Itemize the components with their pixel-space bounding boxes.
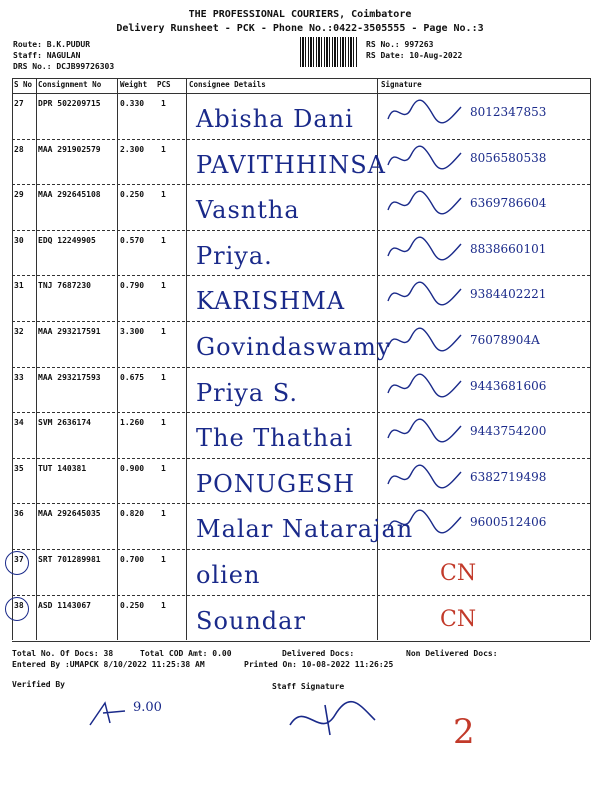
- row-weight: 0.570: [120, 235, 145, 245]
- row-signature: 9443754200: [470, 424, 547, 439]
- row-consignee: olien: [196, 561, 261, 589]
- row-weight: 0.250: [120, 190, 145, 200]
- row-separator: [12, 503, 590, 504]
- total-cod: Total COD Amt: 0.00: [140, 649, 232, 658]
- row-consignee: PONUGESH: [196, 469, 356, 498]
- signature-scribble: [385, 188, 465, 218]
- non-delivered-docs: Non Delivered Docs:: [406, 649, 498, 658]
- signature-scribble: [385, 279, 465, 309]
- footer-rule: [12, 641, 590, 642]
- row-pcs: 1: [161, 463, 166, 473]
- row-weight: 1.260: [120, 418, 145, 428]
- col-divider: [590, 78, 591, 640]
- sno-circle-mark: [5, 597, 29, 621]
- row-pcs: 1: [161, 327, 166, 336]
- row-separator: [12, 230, 590, 231]
- row-weight: 0.820: [120, 509, 145, 519]
- row-weight: 0.790: [120, 281, 145, 291]
- col-header-signature: Signature: [381, 80, 422, 89]
- entered-by: Entered By :UMAPCK 8/10/2022 11:25:38 AM: [12, 660, 205, 669]
- runsheet-title: Delivery Runsheet - PCK - Phone No.:0422-3505555 - Page No.:3: [116, 23, 484, 34]
- rs-date: RS Date: 10-Aug-2022: [366, 51, 463, 60]
- signature-scribble: [385, 462, 465, 492]
- printed-on: Printed On: 10-08-2022 11:26:25: [244, 660, 394, 669]
- row-signature: 8056580538: [470, 150, 547, 165]
- row-consignee: The Thathai: [196, 424, 354, 453]
- staff-signature-label: Staff Signature: [272, 682, 345, 691]
- row-consignment: DPR 502209715: [38, 99, 101, 108]
- row-consignment: MAA 292645035: [38, 509, 101, 519]
- table-top-rule: [12, 78, 590, 79]
- row-consignment: TNJ 7687230: [38, 281, 91, 291]
- row-pcs: 1: [161, 600, 166, 610]
- row-consignee: KARISHMA: [196, 287, 346, 316]
- row-separator: [12, 549, 590, 550]
- row-weight: 0.900: [120, 463, 145, 473]
- signature-scribble: [385, 371, 465, 401]
- row-weight: 2.300: [120, 144, 145, 154]
- row-sno: 32: [14, 327, 24, 336]
- row-separator: [12, 275, 590, 276]
- row-weight: 0.250: [120, 600, 145, 610]
- col-header-weight: Weight: [120, 80, 148, 89]
- barcode: [300, 37, 358, 67]
- col-divider: [186, 78, 187, 640]
- row-pcs: 1: [161, 235, 166, 245]
- row-consignee: Govindaswamy: [196, 333, 392, 361]
- verified-by-label: Verified By: [12, 680, 65, 689]
- row-weight: 0.330: [120, 99, 145, 108]
- row-consignment: SVM 2636174: [38, 418, 91, 428]
- row-weight: 0.700: [120, 555, 145, 564]
- row-separator: [12, 184, 590, 185]
- signature-scribble: [385, 143, 465, 173]
- row-signature: 6369786604: [470, 196, 547, 211]
- row-sno: 34: [14, 418, 24, 428]
- row-separator: [12, 412, 590, 413]
- col-divider: [36, 78, 37, 640]
- row-consignment: MAA 293217593: [38, 372, 101, 382]
- row-signature: 6382719498: [470, 469, 547, 484]
- row-separator: [12, 367, 590, 368]
- page-mark: 2: [453, 712, 475, 752]
- row-consignment: MAA 292645108: [38, 190, 101, 200]
- route-label: Route: B.K.PUDUR: [13, 40, 91, 49]
- row-sno: 29: [14, 190, 24, 200]
- col-header-sno: S No: [14, 80, 33, 89]
- row-consignee: Priya.: [196, 241, 273, 270]
- col-divider: [117, 78, 118, 640]
- row-sno: 35: [14, 463, 24, 473]
- staff-label: Staff: NAGULAN: [13, 51, 81, 60]
- row-pcs: 1: [161, 555, 166, 564]
- row-consignee: Priya S.: [196, 378, 299, 407]
- delivered-docs: Delivered Docs:: [282, 649, 355, 658]
- signature-scribble: [385, 97, 465, 127]
- row-pcs: 1: [161, 281, 166, 291]
- row-separator: [12, 458, 590, 459]
- row-sno: 37: [14, 555, 24, 564]
- row-weight: 3.300: [120, 327, 145, 336]
- row-consignee: Soundar: [196, 606, 306, 635]
- row-signature: 8838660101: [470, 241, 547, 256]
- sno-circle-mark: [5, 551, 29, 575]
- verified-note: 9.00: [133, 700, 162, 715]
- row-consignee: PAVITHHINSA: [196, 150, 387, 179]
- col-header-pcs: PCS: [157, 80, 171, 89]
- row-separator: [12, 321, 590, 322]
- row-separator: [12, 139, 590, 140]
- drs-number: DRS No.: DCJB99726303: [13, 62, 115, 71]
- row-consignment: ASD 1143067: [38, 600, 91, 610]
- row-signature: 9384402221: [470, 287, 547, 302]
- signature-scribble: [385, 507, 465, 537]
- row-pcs: 1: [161, 99, 166, 108]
- total-docs: Total No. Of Docs: 38: [12, 649, 114, 658]
- row-sno: 28: [14, 144, 24, 154]
- signature-scribble: [385, 325, 465, 355]
- row-signature: 8012347853: [470, 105, 547, 119]
- row-consignment: EDQ 12249905: [38, 235, 96, 245]
- row-pcs: 1: [161, 372, 166, 382]
- row-consignment: SRT 701289981: [38, 555, 101, 564]
- row-sno: 30: [14, 235, 24, 245]
- row-separator: [12, 595, 590, 596]
- row-signature: CN: [440, 561, 477, 586]
- row-sno: 27: [14, 99, 24, 108]
- signature-scribble: [385, 416, 465, 446]
- col-header-consignment: Consignment No: [38, 80, 102, 89]
- row-pcs: 1: [161, 144, 166, 154]
- row-sno: 38: [14, 600, 24, 610]
- row-signature: CN: [440, 606, 477, 632]
- row-weight: 0.675: [120, 372, 145, 382]
- row-signature: 9600512406: [470, 515, 547, 530]
- row-consignee: Abisha Dani: [196, 105, 354, 133]
- row-signature: 76078904A: [470, 333, 540, 347]
- row-consignment: TUT 140381: [38, 463, 87, 473]
- staff-signature: [285, 695, 385, 745]
- row-signature: 9443681606: [470, 378, 547, 393]
- rs-number: RS No.: 997263: [366, 40, 434, 49]
- row-pcs: 1: [161, 509, 166, 519]
- row-consignment: MAA 293217591: [38, 327, 101, 336]
- table-header-rule: [12, 93, 590, 94]
- row-sno: 33: [14, 372, 24, 382]
- row-consignee: Malar Natarajan: [196, 515, 414, 544]
- row-consignee: Vasntha: [196, 196, 300, 225]
- row-sno: 36: [14, 509, 24, 519]
- row-consignment: MAA 291902579: [38, 144, 101, 154]
- row-pcs: 1: [161, 418, 166, 428]
- company-title: THE PROFESSIONAL COURIERS, Coimbatore: [188, 9, 412, 20]
- col-header-consignee: Consignee Details: [189, 80, 266, 89]
- row-pcs: 1: [161, 190, 166, 200]
- signature-scribble: [385, 234, 465, 264]
- row-sno: 31: [14, 281, 24, 291]
